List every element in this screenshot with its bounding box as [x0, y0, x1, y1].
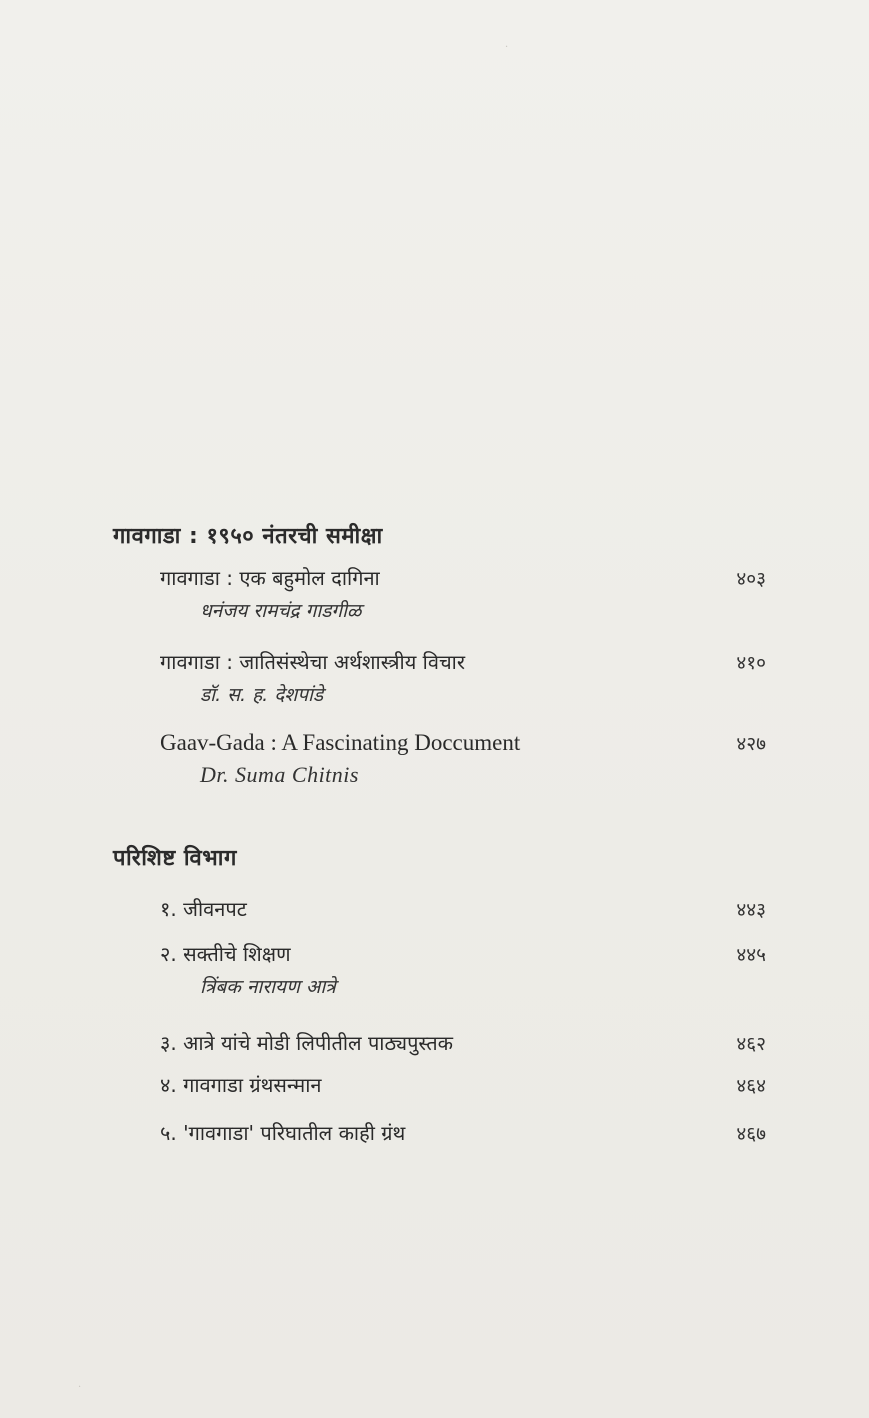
section-heading-critique: गावगाडा : १९५० नंतरची समीक्षा [113, 524, 383, 549]
toc-entry-title: गावगाडा : एक बहुमोल दागिना [160, 566, 380, 590]
toc-entry-page: ४२७ [736, 733, 766, 755]
paper-speck: · [505, 42, 509, 53]
toc-entry [160, 1119, 766, 1146]
toc-entry-author: धनंजय रामचंद्र गाडगीळ [200, 600, 362, 622]
toc-entry-title: Gaav-Gada : A Fascinating Doccument [160, 730, 521, 755]
toc-entry-page: ४४३ [736, 899, 766, 921]
section-heading-appendix: परिशिष्ट विभाग [113, 846, 237, 871]
toc-entry-title: ४. गावगाडा ग्रंथसन्मान [160, 1073, 322, 1097]
toc-entry-title: गावगाडा : जातिसंस्थेचा अर्थशास्त्रीय विचार [160, 650, 466, 674]
toc-entry [160, 940, 766, 999]
paper-speck: · [78, 1382, 82, 1393]
toc-entry-page: ४०३ [736, 568, 766, 590]
toc-entry-author: डॉ. स. ह. देशपांडे [200, 684, 324, 706]
toc-entry-author: Dr. Suma Chitnis [200, 762, 359, 787]
toc-entry [160, 648, 766, 707]
toc-entry-title: २. सक्तीचे शिक्षण [160, 942, 291, 966]
toc-entry-author: त्रिंबक नारायण आत्रे [200, 976, 336, 998]
toc-entry-page: ४१० [736, 652, 766, 674]
toc-entry [160, 895, 766, 922]
toc-entry-page: ४४५ [736, 944, 766, 966]
toc-entry-title: ३. आत्रे यांचे मोडी लिपीतील पाठ्यपुस्तक [160, 1031, 453, 1055]
toc-entry [160, 1071, 766, 1098]
toc-entry [160, 730, 766, 788]
toc-entry-title: ५. 'गावगाडा' परिघातील काही ग्रंथ [160, 1121, 406, 1145]
toc-entry [160, 564, 766, 623]
toc-entry-title: १. जीवनपट [160, 897, 247, 921]
toc-entry [160, 1029, 766, 1056]
toc-entry-page: ४६७ [736, 1123, 766, 1145]
toc-entry-page: ४६४ [736, 1075, 766, 1097]
toc-entry-page: ४६२ [736, 1033, 766, 1055]
